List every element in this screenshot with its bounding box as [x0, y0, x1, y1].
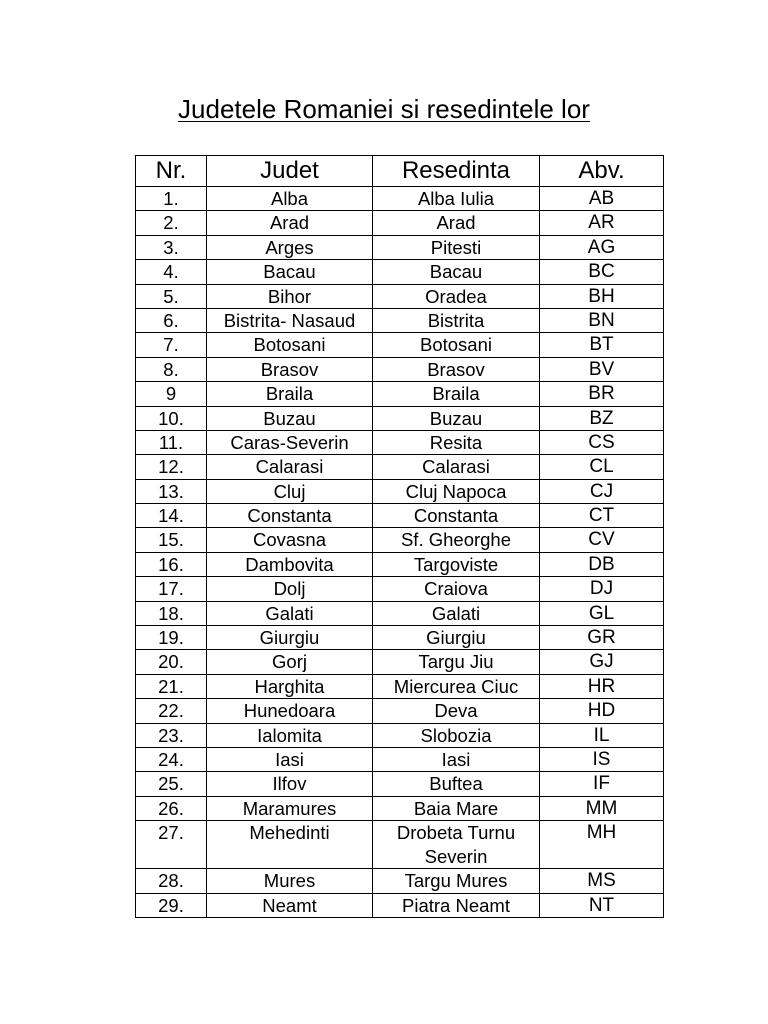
cell-judet: Alba: [207, 187, 373, 211]
table-row: [136, 552, 664, 576]
cell-abv: BT: [540, 333, 664, 357]
cell-abv: MH: [540, 821, 664, 869]
cell-abv: HD: [540, 699, 664, 723]
cell-resedinta: Deva: [373, 699, 540, 723]
cell-abv: BH: [540, 284, 664, 308]
cell-judet: Giurgiu: [207, 626, 373, 650]
cell-judet: Galati: [207, 601, 373, 625]
cell-abv: BN: [540, 308, 664, 332]
cell-resedinta: Calarasi: [373, 455, 540, 479]
cell-nr: 17.: [136, 577, 207, 601]
cell-resedinta: Baia Mare: [373, 796, 540, 820]
cell-judet: Calarasi: [207, 455, 373, 479]
cell-resedinta: Bistrita: [373, 308, 540, 332]
cell-abv: AR: [540, 211, 664, 235]
column-header-nr: Nr.: [136, 156, 207, 187]
cell-resedinta: Galati: [373, 601, 540, 625]
cell-nr: 19.: [136, 626, 207, 650]
cell-nr: 3.: [136, 235, 207, 259]
cell-abv: MM: [540, 796, 664, 820]
cell-resedinta: Cluj Napoca: [373, 479, 540, 503]
cell-nr: 23.: [136, 723, 207, 747]
cell-abv: MS: [540, 869, 664, 893]
table-row: [136, 479, 664, 503]
cell-resedinta: Arad: [373, 211, 540, 235]
cell-nr: 15.: [136, 528, 207, 552]
cell-judet: Hunedoara: [207, 699, 373, 723]
cell-judet: Maramures: [207, 796, 373, 820]
table-row: [136, 699, 664, 723]
table-row: [136, 893, 664, 917]
cell-abv: CL: [540, 455, 664, 479]
cell-resedinta: Piatra Neamt: [373, 893, 540, 917]
cell-nr: 2.: [136, 211, 207, 235]
counties-table: [135, 155, 664, 918]
cell-abv: BV: [540, 357, 664, 381]
cell-abv: CJ: [540, 479, 664, 503]
table-row: [136, 626, 664, 650]
table-row: [136, 455, 664, 479]
page-title-text: Judetele Romaniei si resedintele lor: [178, 94, 590, 124]
cell-resedinta: Targoviste: [373, 552, 540, 576]
cell-nr: 24.: [136, 747, 207, 771]
table-row: [136, 747, 664, 771]
cell-nr: 1.: [136, 187, 207, 211]
cell-nr: 10.: [136, 406, 207, 430]
cell-judet: Dolj: [207, 577, 373, 601]
cell-resedinta: Resita: [373, 430, 540, 454]
cell-judet: Ilfov: [207, 772, 373, 796]
table-row: [136, 333, 664, 357]
cell-judet: Arad: [207, 211, 373, 235]
cell-resedinta: Constanta: [373, 504, 540, 528]
cell-nr: 7.: [136, 333, 207, 357]
table-row: [136, 796, 664, 820]
cell-nr: 16.: [136, 552, 207, 576]
cell-abv: AG: [540, 235, 664, 259]
cell-judet: Dambovita: [207, 552, 373, 576]
page-title: [0, 92, 768, 126]
cell-judet: Mehedinti: [207, 821, 373, 869]
table-row: [136, 601, 664, 625]
table-row: [136, 528, 664, 552]
table-row: [136, 284, 664, 308]
cell-resedinta: Drobeta Turnu Severin: [373, 821, 540, 869]
cell-resedinta: Buzau: [373, 406, 540, 430]
cell-nr: 22.: [136, 699, 207, 723]
cell-resedinta: Braila: [373, 382, 540, 406]
cell-abv: GR: [540, 626, 664, 650]
cell-nr: 14.: [136, 504, 207, 528]
cell-resedinta: Botosani: [373, 333, 540, 357]
cell-resedinta: Miercurea Ciuc: [373, 674, 540, 698]
cell-nr: 25.: [136, 772, 207, 796]
cell-nr: 26.: [136, 796, 207, 820]
cell-abv: IS: [540, 747, 664, 771]
table-row: [136, 308, 664, 332]
cell-abv: IF: [540, 772, 664, 796]
cell-abv: GJ: [540, 650, 664, 674]
cell-nr: 28.: [136, 869, 207, 893]
cell-judet: Constanta: [207, 504, 373, 528]
cell-judet: Covasna: [207, 528, 373, 552]
table-row: [136, 357, 664, 381]
cell-abv: HR: [540, 674, 664, 698]
cell-nr: 9: [136, 382, 207, 406]
table-body: [136, 187, 664, 918]
table-row: [136, 577, 664, 601]
cell-nr: 27.: [136, 821, 207, 869]
cell-abv: BC: [540, 260, 664, 284]
column-header-resedinta: Resedinta: [373, 156, 540, 187]
cell-resedinta: Bacau: [373, 260, 540, 284]
cell-resedinta: Targu Jiu: [373, 650, 540, 674]
cell-abv: BR: [540, 382, 664, 406]
cell-judet: Harghita: [207, 674, 373, 698]
cell-abv: CT: [540, 504, 664, 528]
cell-abv: CS: [540, 430, 664, 454]
cell-abv: IL: [540, 723, 664, 747]
cell-judet: Arges: [207, 235, 373, 259]
cell-nr: 18.: [136, 601, 207, 625]
cell-judet: Bistrita- Nasaud: [207, 308, 373, 332]
column-header-abv: Abv.: [540, 156, 664, 187]
cell-nr: 8.: [136, 357, 207, 381]
cell-judet: Gorj: [207, 650, 373, 674]
table-row: [136, 406, 664, 430]
table-header-row: [136, 156, 664, 187]
table-row: [136, 260, 664, 284]
cell-resedinta: Giurgiu: [373, 626, 540, 650]
table-row: [136, 430, 664, 454]
table-row: [136, 187, 664, 211]
cell-judet: Bihor: [207, 284, 373, 308]
cell-resedinta: Buftea: [373, 772, 540, 796]
cell-resedinta: Pitesti: [373, 235, 540, 259]
cell-abv: GL: [540, 601, 664, 625]
cell-resedinta: Targu Mures: [373, 869, 540, 893]
cell-nr: 20.: [136, 650, 207, 674]
column-header-judet: Judet: [207, 156, 373, 187]
cell-abv: BZ: [540, 406, 664, 430]
table-row: [136, 772, 664, 796]
cell-judet: Cluj: [207, 479, 373, 503]
cell-judet: Bacau: [207, 260, 373, 284]
table-row: [136, 869, 664, 893]
cell-judet: Ialomita: [207, 723, 373, 747]
cell-nr: 21.: [136, 674, 207, 698]
table-row: [136, 821, 664, 869]
cell-nr: 6.: [136, 308, 207, 332]
table-row: [136, 504, 664, 528]
table-row: [136, 235, 664, 259]
cell-judet: Iasi: [207, 747, 373, 771]
cell-nr: 13.: [136, 479, 207, 503]
table-row: [136, 723, 664, 747]
cell-abv: DJ: [540, 577, 664, 601]
cell-judet: Neamt: [207, 893, 373, 917]
cell-judet: Caras-Severin: [207, 430, 373, 454]
cell-abv: AB: [540, 187, 664, 211]
cell-resedinta: Slobozia: [373, 723, 540, 747]
cell-resedinta: Iasi: [373, 747, 540, 771]
cell-nr: 12.: [136, 455, 207, 479]
cell-abv: CV: [540, 528, 664, 552]
cell-judet: Buzau: [207, 406, 373, 430]
table-row: [136, 674, 664, 698]
cell-resedinta: Oradea: [373, 284, 540, 308]
cell-judet: Brasov: [207, 357, 373, 381]
cell-abv: NT: [540, 893, 664, 917]
cell-judet: Braila: [207, 382, 373, 406]
cell-resedinta: Sf. Gheorghe: [373, 528, 540, 552]
cell-abv: DB: [540, 552, 664, 576]
table-row: [136, 382, 664, 406]
cell-judet: Mures: [207, 869, 373, 893]
table-row: [136, 650, 664, 674]
table-row: [136, 211, 664, 235]
cell-nr: 5.: [136, 284, 207, 308]
cell-nr: 4.: [136, 260, 207, 284]
cell-nr: 11.: [136, 430, 207, 454]
cell-judet: Botosani: [207, 333, 373, 357]
cell-resedinta: Brasov: [373, 357, 540, 381]
cell-resedinta: Craiova: [373, 577, 540, 601]
cell-nr: 29.: [136, 893, 207, 917]
cell-resedinta: Alba Iulia: [373, 187, 540, 211]
